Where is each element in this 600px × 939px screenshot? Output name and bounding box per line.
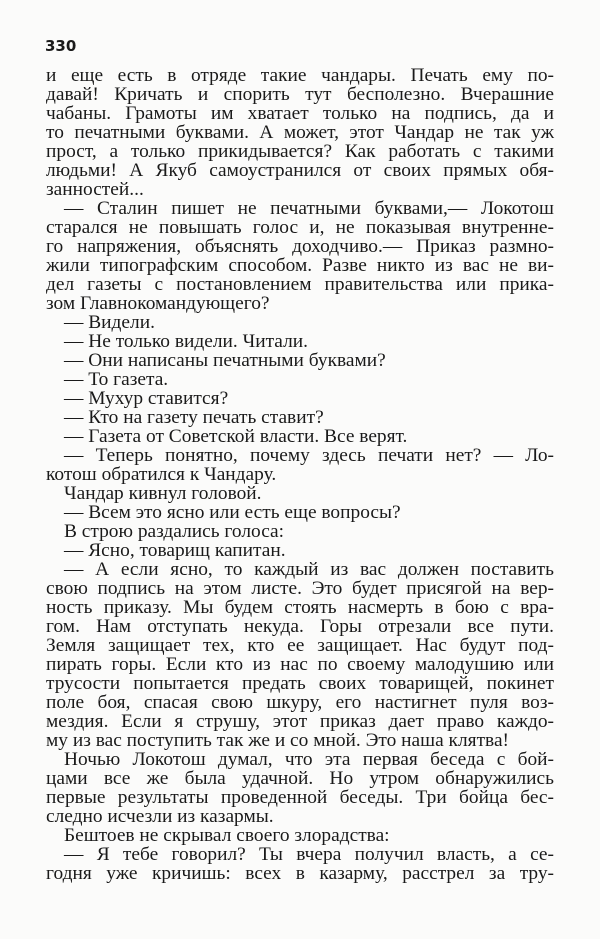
- body-text: [46, 66, 554, 883]
- text-line: старался не повышать голос и, не показывая внутренне-: [46, 217, 554, 238]
- text-line: Чандар кивнул головой.: [64, 483, 262, 504]
- text-line: то печатными буквами. А может, этот Чандар не так уж: [46, 122, 554, 143]
- text-line: свою подпись на этом листе. Это будет присягой на вер-: [46, 578, 554, 599]
- text-line: го напряжения, объяснять доходчиво.— Приказ размно-: [46, 236, 554, 257]
- text-line: занностей...: [46, 179, 144, 200]
- text-line: жили типографским способом. Разве никто из вас не ви-: [46, 255, 554, 276]
- text-line: Земля защищает тех, кто ее защищает. Нас будут под-: [46, 635, 554, 656]
- text-line: трусости попытается предать своих товарищей, покинет: [46, 673, 554, 694]
- text-line: — Они написаны печатными буквами?: [64, 350, 386, 371]
- text-line: — То газета.: [64, 369, 169, 390]
- text-line: — Газета от Советской власти. Все верят.: [64, 426, 408, 447]
- text-line: — Ясно, товарищ капитан.: [64, 540, 286, 561]
- text-line: котош обратился к Чандару.: [46, 464, 277, 485]
- text-line: давай! Кричать и спорить тут бесполезно. Вчерашние: [46, 84, 554, 105]
- text-line: — Сталин пишет не печатными буквами,— Локотош: [64, 198, 554, 219]
- text-line: — Видели.: [64, 312, 155, 333]
- text-line: дел газеты с постановлением правительства или прика-: [46, 274, 554, 295]
- text-line: мездия. Если я струшу, этот приказ дает право каждо-: [46, 711, 554, 732]
- text-line: му из вас поступить так же и со мной. Это наша клятва!: [46, 730, 510, 751]
- text-line: — Кто на газету печать ставит?: [64, 407, 324, 428]
- text-line: — Мухур ставится?: [64, 388, 229, 409]
- text-line: — Не только видели. Читали.: [64, 331, 308, 352]
- text-line: зом Главнокомандующего?: [46, 293, 270, 314]
- text-line: В строю раздались голоса:: [64, 521, 285, 542]
- text-line: чабаны. Грамоты им хватает только на подпись, да и: [46, 103, 554, 124]
- text-line: и еще есть в отряде такие чандары. Печать ему по-: [46, 65, 554, 86]
- text-line: прост, а только прикидывается? Как работать с такими: [46, 141, 554, 162]
- text-line: пирать горы. Если кто из нас по своему малодушию или: [46, 654, 554, 675]
- text-line: — Я тебе говорил? Ты вчера получил власть, а се-: [64, 844, 554, 865]
- text-line: — А если ясно, то каждый из вас должен поставить: [64, 559, 554, 580]
- text-line: людьми! А Якуб самоустранился от своих прямых обя-: [46, 160, 554, 181]
- text-line: — Всем это ясно или есть еще вопросы?: [64, 502, 401, 523]
- text-line: ность приказу. Мы будем стоять насмерть в бою с вра-: [46, 597, 554, 618]
- text-line: гом. Нам отступать некуда. Горы отрезали все пути.: [46, 616, 554, 637]
- text-line: Бештоев не скрывал своего злорадства:: [64, 825, 390, 846]
- text-line: Ночью Локотош думал, что эта первая беседа с бой-: [64, 749, 554, 770]
- page-number: 330: [45, 37, 77, 55]
- text-line: следно исчезли из казармы.: [46, 806, 274, 827]
- text-line: — Теперь понятно, почему здесь печати нет? — Ло-: [64, 445, 554, 466]
- text-line: годня уже кричишь: всех в казарму, расстрел за тру-: [46, 863, 554, 884]
- text-line: цами все же была удачной. Но утром обнаружились: [46, 768, 554, 789]
- text-line: поле боя, спасая свою шкуру, его настигнет пуля воз-: [46, 692, 554, 713]
- text-line: первые результаты проведенной беседы. Три бойца бес-: [46, 787, 554, 808]
